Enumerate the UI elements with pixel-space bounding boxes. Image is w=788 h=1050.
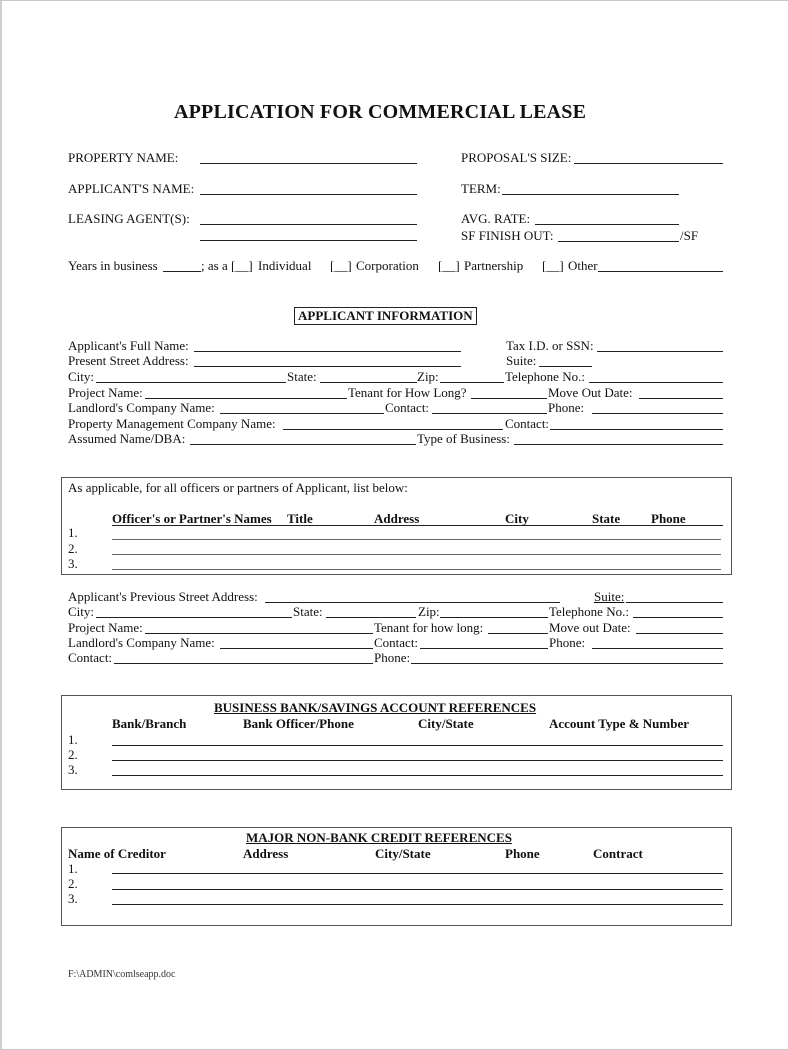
- prev-state-field[interactable]: [326, 617, 416, 618]
- credit-col-phone: Phone: [505, 846, 540, 861]
- footer-file-path: F:\ADMIN\comlseapp.doc: [68, 969, 176, 980]
- checkbox-corporation[interactable]: [__]: [330, 258, 352, 273]
- prev-city-field[interactable]: [96, 617, 292, 618]
- prev-contact2-field[interactable]: [114, 663, 373, 664]
- page-title: APPLICATION FOR COMMERCIAL LEASE: [174, 101, 587, 123]
- prev-city-label: City:: [68, 604, 95, 619]
- move-out-label: Move Out Date:: [548, 385, 633, 400]
- prev-project-label: Project Name:: [68, 620, 143, 635]
- prev-suite-field[interactable]: [626, 602, 723, 603]
- credit-row-1-number: 1.: [68, 861, 78, 876]
- officers-header-rule: [112, 525, 723, 526]
- option-partnership-label: Partnership: [464, 258, 524, 273]
- option-corporation-label: Corporation: [356, 258, 419, 273]
- phone-label: Phone:: [548, 400, 585, 415]
- option-other-label: Other: [568, 258, 598, 273]
- contact-label: Contact:: [385, 400, 430, 415]
- landlord-label: Landlord's Company Name:: [68, 400, 215, 415]
- bank-col-officer: Bank Officer/Phone: [243, 716, 354, 731]
- leasing-agents-label: LEASING AGENT(S):: [68, 211, 190, 226]
- tax-id-label: Tax I.D. or SSN:: [506, 338, 594, 353]
- prev-phone-label: Phone:: [549, 635, 586, 650]
- bank-row-2-number: 2.: [68, 747, 78, 762]
- applicant-name-field[interactable]: [200, 194, 417, 195]
- city-field[interactable]: [96, 382, 286, 383]
- officers-row-1-number: 1.: [68, 525, 78, 540]
- landlord-field[interactable]: [220, 413, 384, 414]
- leasing-agent-field-1[interactable]: [200, 224, 417, 225]
- prev-zip-field[interactable]: [440, 617, 548, 618]
- checkbox-other[interactable]: [__]: [542, 258, 564, 273]
- prop-mgmt-field[interactable]: [283, 429, 503, 430]
- officers-col-names: Officer's or Partner's Names: [112, 511, 272, 526]
- prev-phone2-field[interactable]: [411, 663, 723, 664]
- suite-label: Suite:: [506, 353, 537, 368]
- credit-row-3-number: 3.: [68, 891, 78, 906]
- prev-suite-label: Suite:: [594, 589, 625, 604]
- officers-col-city: City: [505, 511, 529, 526]
- prev-move-out-label: Move out Date:: [549, 620, 631, 635]
- prev-contact2-label: Contact:: [68, 650, 113, 665]
- zip-label: Zip:: [417, 369, 439, 384]
- officers-row-2-field[interactable]: [112, 554, 721, 555]
- tenant-how-long-field[interactable]: [471, 398, 547, 399]
- credit-row-2-field[interactable]: [112, 889, 723, 890]
- officers-row-2-number: 2.: [68, 541, 78, 556]
- sf-finish-out-field[interactable]: [558, 241, 679, 242]
- prev-state-label: State:: [293, 604, 323, 619]
- credit-col-address: Address: [243, 846, 289, 861]
- tax-id-field[interactable]: [597, 351, 723, 352]
- as-a-label: ; as a: [201, 258, 228, 273]
- city-label: City:: [68, 369, 95, 384]
- move-out-field[interactable]: [639, 398, 723, 399]
- state-field[interactable]: [320, 382, 417, 383]
- sf-suffix: /SF: [680, 228, 699, 243]
- contact2-field[interactable]: [550, 429, 723, 430]
- officers-row-3-number: 3.: [68, 556, 78, 571]
- checkbox-individual[interactable]: [__]: [231, 258, 253, 273]
- officers-intro: As applicable, for all officers or partners of Applicant, list below:: [68, 480, 408, 495]
- officers-col-title: Title: [287, 511, 313, 526]
- credit-row-2-number: 2.: [68, 876, 78, 891]
- prev-zip-label: Zip:: [418, 604, 440, 619]
- other-field[interactable]: [598, 271, 723, 272]
- applicant-information-heading: APPLICANT INFORMATION: [294, 307, 477, 325]
- prev-project-field[interactable]: [145, 633, 373, 634]
- project-name-field[interactable]: [145, 398, 347, 399]
- credit-col-creditor: Name of Creditor: [68, 846, 166, 861]
- years-in-business-label: Years in business: [68, 258, 158, 273]
- prev-contact-label: Contact:: [374, 635, 419, 650]
- phone-field[interactable]: [592, 413, 723, 414]
- prev-street-label: Applicant's Previous Street Address:: [68, 589, 258, 604]
- prev-phone-field[interactable]: [592, 648, 723, 649]
- option-individual-label: Individual: [258, 258, 312, 273]
- term-field[interactable]: [502, 194, 679, 195]
- telephone-field[interactable]: [589, 382, 723, 383]
- proposal-size-field[interactable]: [574, 163, 723, 164]
- contact2-label: Contact:: [505, 416, 550, 431]
- contact-field[interactable]: [432, 413, 547, 414]
- prev-tenant-field[interactable]: [488, 633, 548, 634]
- credit-col-contract: Contract: [593, 846, 643, 861]
- full-name-field[interactable]: [194, 351, 461, 352]
- bank-row-3-field[interactable]: [112, 775, 723, 776]
- officers-col-phone: Phone: [651, 511, 686, 526]
- bank-row-3-number: 3.: [68, 762, 78, 777]
- checkbox-partnership[interactable]: [__]: [438, 258, 460, 273]
- full-name-label: Applicant's Full Name:: [68, 338, 189, 353]
- property-name-field[interactable]: [200, 163, 417, 164]
- project-name-label: Project Name:: [68, 385, 143, 400]
- prev-phone2-label: Phone:: [374, 650, 411, 665]
- credit-col-city-state: City/State: [375, 846, 431, 861]
- prev-landlord-label: Landlord's Company Name:: [68, 635, 215, 650]
- proposal-size-label: PROPOSAL'S SIZE:: [461, 150, 572, 165]
- prev-contact-field[interactable]: [420, 648, 548, 649]
- applicant-name-label: APPLICANT'S NAME:: [68, 181, 195, 196]
- prev-street-field[interactable]: [265, 602, 560, 603]
- officers-col-address: Address: [374, 511, 420, 526]
- credit-references-heading: MAJOR NON-BANK CREDIT REFERENCES: [246, 830, 512, 845]
- prev-tenant-label: Tenant for how long:: [374, 620, 484, 635]
- bank-col-city-state: City/State: [418, 716, 474, 731]
- street-field[interactable]: [194, 366, 461, 367]
- avg-rate-field[interactable]: [535, 224, 679, 225]
- tenant-how-long-label: Tenant for How Long?: [348, 385, 467, 400]
- bank-row-1-field[interactable]: [112, 745, 723, 746]
- assumed-name-field[interactable]: [190, 444, 416, 445]
- prev-telephone-field[interactable]: [633, 617, 723, 618]
- type-business-field[interactable]: [514, 444, 723, 445]
- street-label: Present Street Address:: [68, 353, 189, 368]
- prev-move-out-field[interactable]: [636, 633, 723, 634]
- bank-references-heading: BUSINESS BANK/SAVINGS ACCOUNT REFERENCES: [214, 700, 537, 715]
- type-business-label: Type of Business:: [417, 431, 510, 446]
- bank-col-branch: Bank/Branch: [112, 716, 187, 731]
- officers-row-3-field[interactable]: [112, 569, 721, 570]
- avg-rate-label: AVG. RATE:: [461, 211, 531, 226]
- prev-landlord-field[interactable]: [220, 648, 373, 649]
- credit-row-1-field[interactable]: [112, 873, 723, 874]
- prop-mgmt-label: Property Management Company Name:: [68, 416, 276, 431]
- telephone-label: Telephone No.:: [505, 369, 585, 384]
- sf-finish-out-label: SF FINISH OUT:: [461, 228, 554, 243]
- bank-row-2-field[interactable]: [112, 760, 723, 761]
- officers-row-1-field[interactable]: [112, 539, 721, 540]
- bank-row-1-number: 1.: [68, 732, 78, 747]
- term-label: TERM:: [461, 181, 501, 196]
- zip-field[interactable]: [440, 382, 504, 383]
- state-label: State:: [287, 369, 317, 384]
- leasing-agent-field-2[interactable]: [200, 240, 417, 241]
- bank-col-account: Account Type & Number: [549, 716, 689, 731]
- prev-telephone-label: Telephone No.:: [549, 604, 629, 619]
- suite-field[interactable]: [539, 366, 592, 367]
- credit-row-3-field[interactable]: [112, 904, 723, 905]
- property-name-label: PROPERTY NAME:: [68, 150, 179, 165]
- assumed-name-label: Assumed Name/DBA:: [68, 431, 186, 446]
- officers-col-state: State: [592, 511, 621, 526]
- years-in-business-field[interactable]: [163, 271, 201, 272]
